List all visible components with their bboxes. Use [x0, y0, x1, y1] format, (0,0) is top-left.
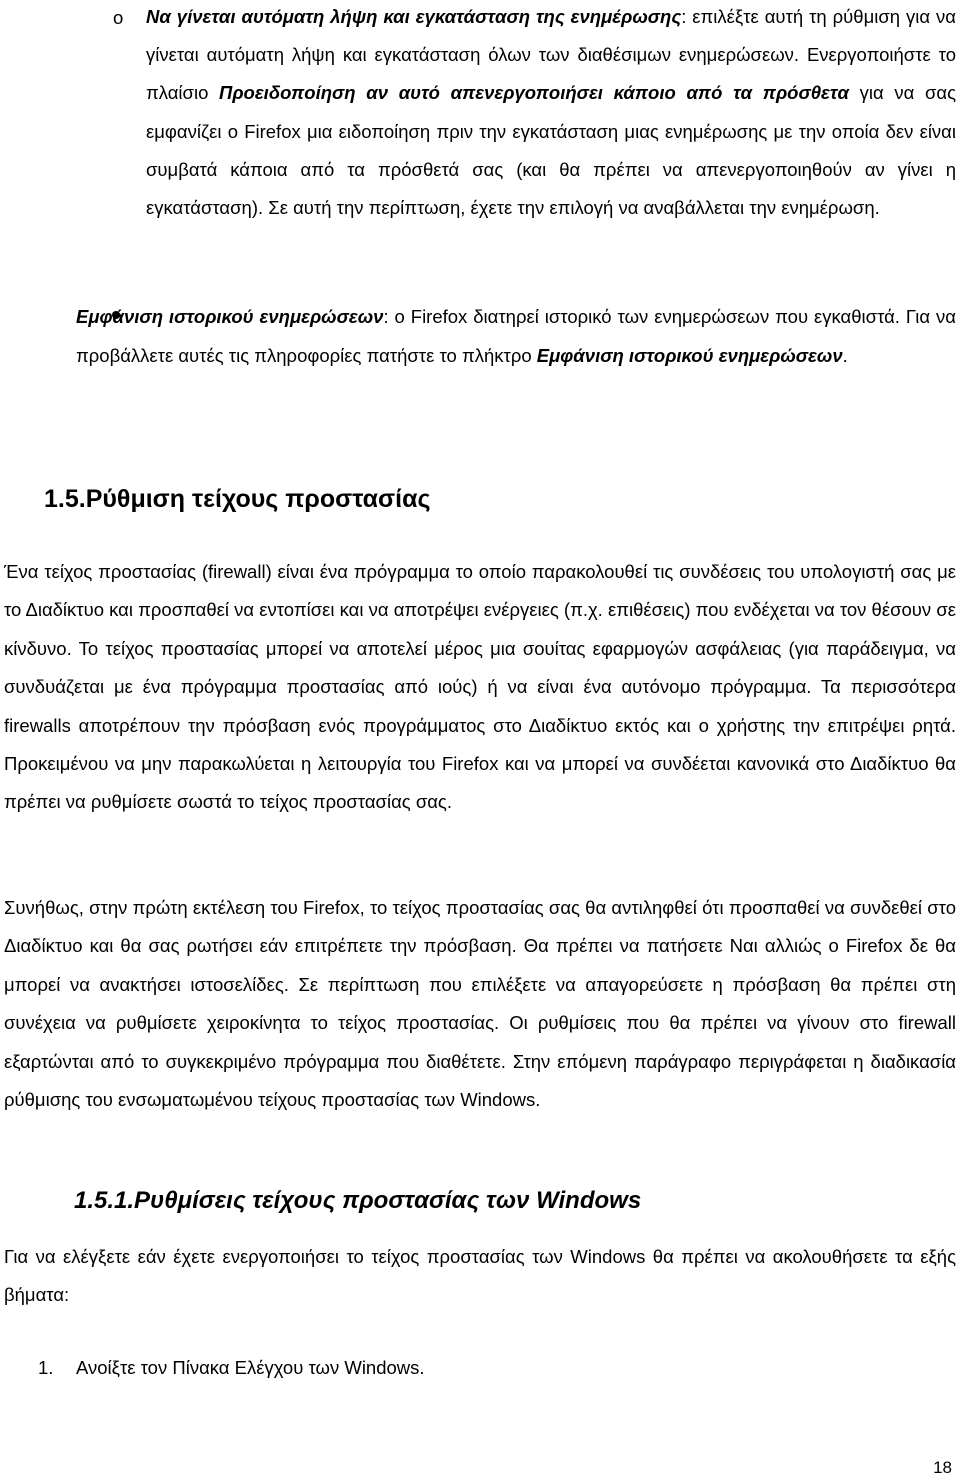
term-update-history: Εμφάνιση ιστορικού ενημερώσεων [76, 306, 384, 327]
step-1-text: Ανοίξτε τον Πίνακα Ελέγχου των Windows. [76, 1357, 425, 1378]
term-update-history-button: Εμφάνιση ιστορικού ενημερώσεων [536, 345, 843, 366]
page-number: 18 [933, 1458, 952, 1477]
bullet-auto-update-text [146, 0, 956, 227]
history-desc-2: . [842, 345, 848, 366]
paragraph-firewall-first-run: Συνήθως, στην πρώτη εκτέλεση του Firefox, το τείχος προστασίας σας θα αντιληφθεί ότι προσπαθεί να συνδεθεί στο Διαδίκτυο και θα σας ρωτήσει εάν επιτρέπετε την πρόσβαση. Θα πρέπει να πατήσετε Ναι αλλιώς ο Firefox δε θα μπορεί να ανακτήσει ιστοσελίδες. Σε περίπτωση που επιλέξετε να απαγορεύσετε η πρόσβαση θα πρέπει στη συνέχεια να ρυθμίσετε χειροκίνητα το τείχος προστασίας. Οι ρυθμίσεις που θα πρέπει να γίνουν στο firewall εξαρτώνται από το συγκεκριμένο πρόγραμμα που διαθέτετε. Στην επόμενη παράγραφο περιγράφεται η διαδικασία ρύθμισης του ενσωματωμένου τείχους προστασίας των Windows. [4, 897, 956, 1111]
paragraph-check-firewall: Για να ελέγξετε εάν έχετε ενεργοποιήσει το τείχος προστασίας των Windows θα πρέπει να ακολουθήσετε τα εξής βήματα: [4, 1246, 956, 1306]
step-1-number: 1. [38, 1357, 54, 1378]
bullet-history-text [76, 297, 956, 375]
bullet-marker-circle: o [113, 7, 124, 28]
paragraph-firewall-intro: Ένα τείχος προστασίας (firewall) είναι ένα πρόγραμμα το οποίο παρακολουθεί τις συνδέσεις του υπολογιστή σας με το Διαδίκτυο και προσπαθεί να εντοπίσει και να αποτρέψει ενέργειες (π.χ. επιθέσεις) που ενδέχεται να τον θέσουν σε κίνδυνο. Το τείχος προστασίας μπορεί να αποτελεί μέρος μια σουίτας εφαρμογών ασφάλειας (για παράδειγμα, να συνδυάζεται με ένα πρόγραμμα προστασίας από ιούς) ή να είναι ένα αυτόνομο πρόγραμμα. Τα περισσότερα firewalls αποτρέπουν την πρόσβαση ενός προγράμματος στο Διαδίκτυο εκτός και ο χρήστης την επιτρέψει ρητά. Προκειμένου να μην παρακωλύεται η λειτουργία του Firefox και να μπορεί να συνδέεται κανονικά στο Διαδίκτυο θα πρέπει να ρυθμίσετε σωστά το τείχος προστασίας σας. [4, 561, 956, 813]
section-heading: 1.5.Ρύθμιση τείχους προστασίας [44, 485, 431, 513]
auto-update-desc-2: για να σας εμφανίζει ο Firefox μια ειδοποίηση πριν την εγκατάσταση μιας ενημέρωσης με την οποία δεν είναι συμβατά κάποια από τα πρόσθετά σας (και θα πρέπει να απενεργοποιηθούν αν γίνει η εγκατάσταση). Σε αυτή την περίπτωση, έχετε την επιλογή να αναβάλλεται την ενημέρωση. [146, 82, 957, 219]
term-auto-update: Να γίνεται αυτόματη λήψη και εγκατάσταση της ενημέρωσης [146, 6, 682, 27]
history-desc-1: : ο Firefox διατηρεί ιστορικό των ενημερώσεων που εγκαθιστά. Για να προβάλλετε αυτές τις πληροφορίες πατήστε το πλήκτρο [76, 306, 956, 366]
term-addon-warning: Προειδοποίηση αν αυτό απενεργοποιήσει κάποιο από τα πρόσθετα [219, 82, 849, 104]
subsection-heading: 1.5.1.Ρυθμίσεις τείχους προστασίας των Windows [74, 1187, 642, 1214]
auto-update-desc-1: : επιλέξτε αυτή τη ρύθμιση για να γίνεται αυτόματη λήψη και εγκατάσταση όλων των διαθέσιμων ενημερώσεων. Ενεργοποιήστε το πλαίσιο [146, 6, 956, 104]
